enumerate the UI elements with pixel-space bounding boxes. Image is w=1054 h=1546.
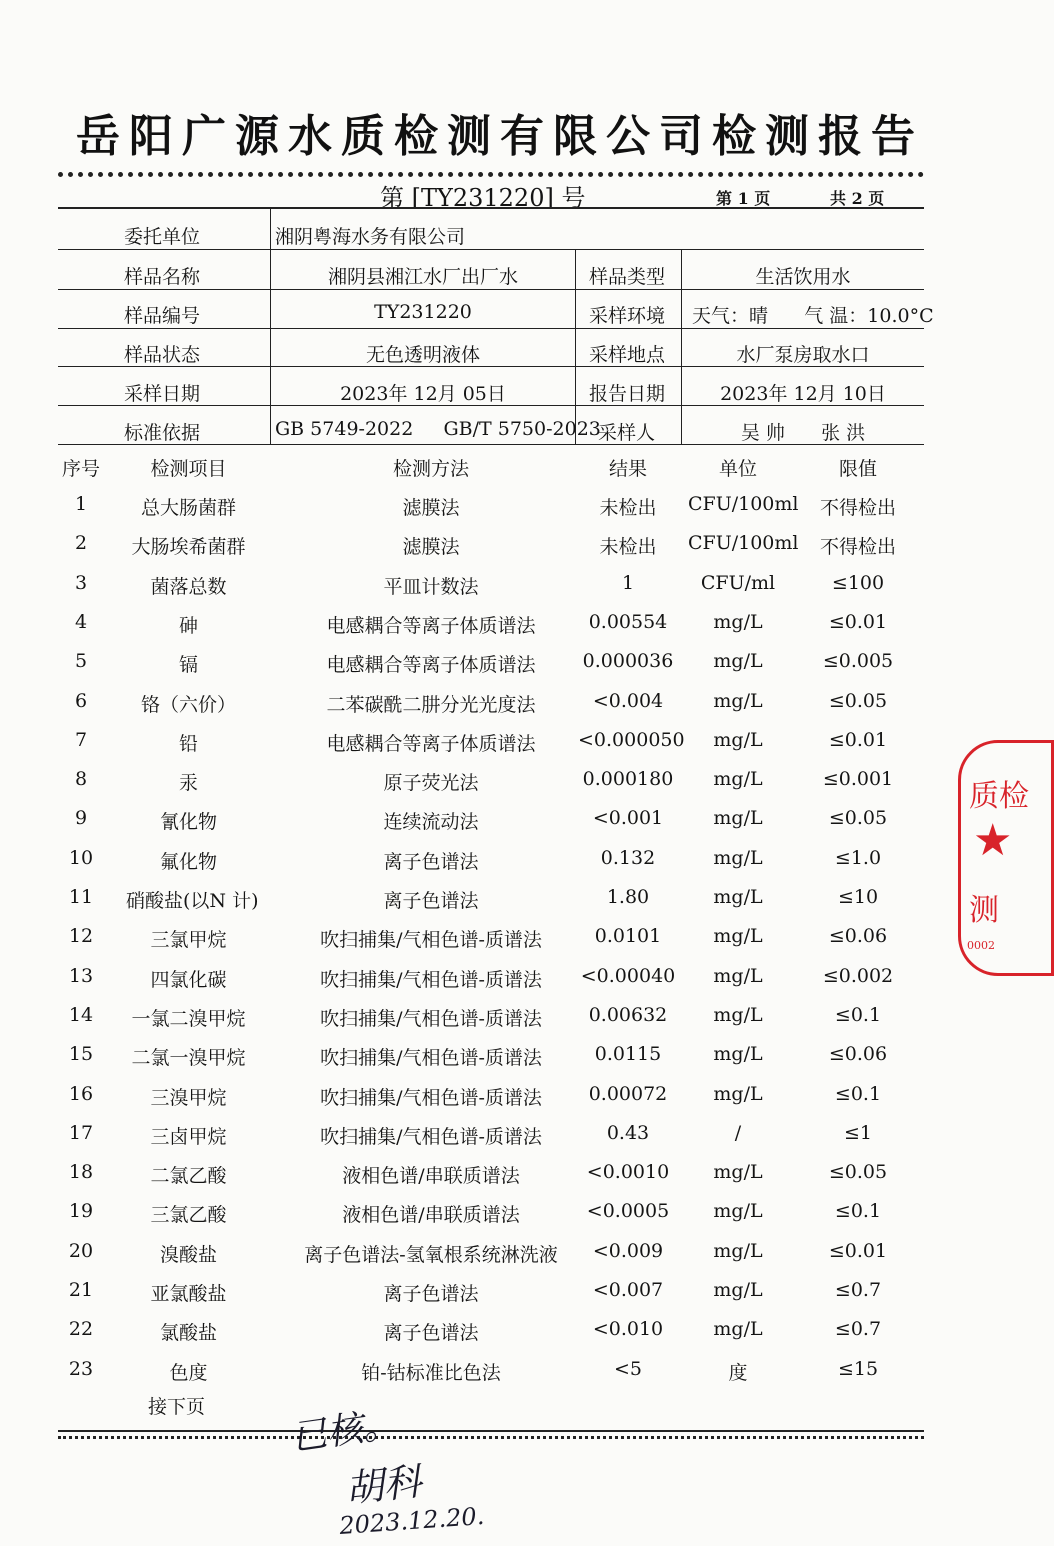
row-result: <0.000050 xyxy=(578,728,685,751)
info-grid-line xyxy=(58,207,924,209)
row-method: 吹扫捕集/气相色谱-质谱法 xyxy=(320,929,542,952)
table-row xyxy=(58,566,924,604)
sampling-date-value: 2023年 12月 05日 xyxy=(340,383,506,405)
continued-next-page: 接下页 xyxy=(148,1396,206,1418)
header-no: 序号 xyxy=(61,458,100,480)
row-item: 氰化物 xyxy=(159,811,217,834)
stamp-star-icon: ★ xyxy=(973,815,1013,866)
row-no: 5 xyxy=(74,650,88,673)
row-no: 8 xyxy=(74,768,88,791)
signature-date: 2023.12.20. xyxy=(338,1501,486,1540)
row-no: 23 xyxy=(68,1357,94,1380)
info-grid-line xyxy=(58,249,924,250)
row-method: 二苯碳酰二肼分光光度法 xyxy=(326,693,536,716)
row-method: 液相色谱/串联质谱法 xyxy=(342,1165,520,1188)
table-row xyxy=(58,1116,924,1154)
table-row xyxy=(58,487,924,525)
row-limit: ≤1.0 xyxy=(834,846,882,869)
table-row xyxy=(58,684,924,722)
official-stamp xyxy=(958,740,1054,976)
row-unit: mg/L xyxy=(713,964,763,987)
row-unit: 度 xyxy=(728,1361,748,1384)
row-limit: ≤10 xyxy=(837,886,879,908)
signature-note: 已核。 xyxy=(288,1403,402,1459)
row-method: 连续流动法 xyxy=(383,811,479,834)
row-result: <0.009 xyxy=(592,1239,664,1262)
header-item: 检测项目 xyxy=(150,458,227,480)
row-item: 溴酸盐 xyxy=(159,1243,217,1266)
row-limit: ≤0.1 xyxy=(834,1200,882,1223)
sampler-value: 吴 帅 张 洪 xyxy=(740,422,866,444)
row-result: <0.0005 xyxy=(586,1200,670,1223)
row-result: <0.0010 xyxy=(586,1161,670,1184)
row-result: 0.0115 xyxy=(594,1043,662,1066)
row-unit: mg/L xyxy=(713,1239,763,1262)
row-unit: CFU/100ml xyxy=(688,493,799,515)
row-method: 吹扫捕集/气相色谱-质谱法 xyxy=(320,1047,542,1070)
row-result: <5 xyxy=(613,1357,642,1380)
row-result: <0.004 xyxy=(592,689,664,712)
row-unit: mg/L xyxy=(713,610,763,633)
table-row xyxy=(58,1234,924,1272)
table-row xyxy=(58,723,924,761)
row-method: 离子色谱法 xyxy=(383,1322,479,1345)
row-method: 电感耦合等离子体质谱法 xyxy=(326,732,536,755)
row-no: 17 xyxy=(68,1121,94,1144)
row-limit: ≤0.002 xyxy=(822,964,894,987)
row-limit: ≤1 xyxy=(843,1121,872,1144)
sample-type-value: 生活饮用水 xyxy=(755,266,851,288)
row-no: 15 xyxy=(68,1043,94,1066)
table-row xyxy=(58,880,924,918)
row-no: 9 xyxy=(74,807,88,830)
row-unit: mg/L xyxy=(713,1279,763,1301)
row-item: 铬（六价） xyxy=(140,693,236,716)
row-limit: ≤0.05 xyxy=(828,807,888,830)
row-unit: mg/L xyxy=(713,1200,763,1223)
row-item: 氟化物 xyxy=(159,850,217,873)
row-method: 滤膜法 xyxy=(402,536,460,559)
row-no: 13 xyxy=(68,964,94,987)
row-method: 离子色谱法 xyxy=(383,850,479,873)
table-row xyxy=(58,526,924,564)
row-method: 离子色谱法-氢氧根系统淋洗液 xyxy=(304,1243,558,1266)
stamp-code: 0002 xyxy=(967,939,995,952)
row-method: 电感耦合等离子体质谱法 xyxy=(326,614,536,637)
table-row xyxy=(58,841,924,879)
row-no: 2 xyxy=(74,532,88,555)
standard-value: GB 5749-2022 GB/T 5750-2023 xyxy=(275,418,601,440)
env-value: 天气：晴 气 温：10.0°C xyxy=(692,305,934,327)
table-row xyxy=(58,1037,924,1075)
row-result: 0.132 xyxy=(600,846,656,869)
row-item: 汞 xyxy=(178,772,198,795)
report-date-value: 2023年 12月 10日 xyxy=(720,383,886,405)
row-limit: ≤0.1 xyxy=(834,1003,882,1026)
table-row xyxy=(58,1194,924,1232)
row-method: 离子色谱法 xyxy=(383,890,479,912)
row-limit: ≤0.7 xyxy=(834,1279,882,1301)
sample-no-label: 样品编号 xyxy=(124,305,201,327)
row-limit: ≤15 xyxy=(837,1357,879,1380)
row-unit: CFU/ml xyxy=(700,571,776,594)
row-limit: ≤0.06 xyxy=(828,1043,888,1066)
header-limit: 限值 xyxy=(838,458,877,480)
row-limit: ≤0.01 xyxy=(828,728,888,751)
signature-name: 胡科 xyxy=(343,1459,424,1511)
header-unit: 单位 xyxy=(718,458,757,480)
table-row xyxy=(58,959,924,997)
row-result: <0.007 xyxy=(592,1279,664,1301)
state-label: 样品状态 xyxy=(124,344,201,366)
table-row xyxy=(58,1077,924,1115)
header-method: 检测方法 xyxy=(392,458,469,480)
row-method: 离子色谱法 xyxy=(383,1283,479,1305)
row-method: 吹扫捕集/气相色谱-质谱法 xyxy=(320,968,542,991)
row-method: 滤膜法 xyxy=(402,497,460,519)
row-item: 镉 xyxy=(178,654,198,677)
standard-label: 标准依据 xyxy=(124,422,201,444)
row-item: 亚氯酸盐 xyxy=(150,1283,227,1305)
row-result: 0.00554 xyxy=(588,610,668,633)
location-value: 水厂泵房取水口 xyxy=(736,344,870,366)
row-unit: mg/L xyxy=(713,925,763,948)
row-result: 0.0101 xyxy=(594,925,662,948)
row-item: 砷 xyxy=(178,614,198,637)
info-grid-line xyxy=(58,328,924,329)
report-number: 第 [TY231220] 号 xyxy=(380,184,586,212)
location-label: 采样地点 xyxy=(589,344,666,366)
table-row xyxy=(58,1352,924,1390)
client-label: 委托单位 xyxy=(124,226,201,248)
table-row xyxy=(58,644,924,682)
page-total: 共 2 页 xyxy=(830,189,885,208)
env-label: 采样环境 xyxy=(589,305,666,327)
row-item: 二氯一溴甲烷 xyxy=(131,1047,246,1070)
header-result: 结果 xyxy=(608,458,647,480)
row-result: 0.000036 xyxy=(582,650,674,673)
row-item: 大肠埃希菌群 xyxy=(131,536,246,559)
row-limit: ≤0.7 xyxy=(834,1318,882,1341)
row-no: 1 xyxy=(74,493,88,515)
row-limit: ≤0.005 xyxy=(822,650,894,673)
row-no: 14 xyxy=(68,1003,94,1026)
row-no: 19 xyxy=(68,1200,94,1223)
row-no: 3 xyxy=(74,571,88,594)
info-grid-vline xyxy=(575,249,576,444)
row-method: 铂-钴标准比色法 xyxy=(361,1361,501,1384)
report-title: 岳阳广源水质检测有限公司检测报告 xyxy=(76,111,924,162)
row-item: 氯酸盐 xyxy=(159,1322,217,1345)
row-no: 10 xyxy=(68,846,94,869)
row-method: 液相色谱/串联质谱法 xyxy=(342,1204,520,1227)
row-result: 0.000180 xyxy=(582,768,674,791)
row-no: 21 xyxy=(68,1279,94,1301)
row-item: 三氯乙酸 xyxy=(150,1204,227,1227)
row-unit: / xyxy=(734,1121,742,1144)
row-limit: ≤100 xyxy=(831,571,885,594)
row-limit: 不得检出 xyxy=(819,497,896,519)
table-row xyxy=(58,1273,924,1311)
row-no: 4 xyxy=(74,610,88,633)
row-limit: ≤0.06 xyxy=(828,925,888,948)
row-no: 11 xyxy=(68,886,94,908)
row-method: 吹扫捕集/气相色谱-质谱法 xyxy=(320,1125,542,1148)
row-no: 16 xyxy=(68,1082,94,1105)
row-no: 6 xyxy=(74,689,88,712)
sample-type-label: 样品类型 xyxy=(589,266,666,288)
row-unit: mg/L xyxy=(713,1161,763,1184)
row-item: 三氯甲烷 xyxy=(150,929,227,952)
row-result: 0.00632 xyxy=(588,1003,668,1026)
table-row xyxy=(58,762,924,800)
row-unit: mg/L xyxy=(713,689,763,712)
info-grid-vline xyxy=(681,249,682,444)
table-row xyxy=(58,1155,924,1193)
row-item: 四氯化碳 xyxy=(150,968,227,991)
row-item: 硝酸盐(以N 计) xyxy=(126,890,259,912)
row-method: 吹扫捕集/气相色谱-质谱法 xyxy=(320,1007,542,1030)
row-result: 未检出 xyxy=(599,536,657,559)
row-unit: mg/L xyxy=(713,1318,763,1341)
row-result: <0.001 xyxy=(592,807,664,830)
table-row xyxy=(58,1312,924,1350)
row-limit: ≤0.01 xyxy=(828,610,888,633)
row-limit: ≤0.01 xyxy=(828,1239,888,1262)
row-item: 三溴甲烷 xyxy=(150,1086,227,1109)
row-item: 菌落总数 xyxy=(150,575,227,598)
row-unit: mg/L xyxy=(713,886,763,908)
row-result: 1 xyxy=(621,571,635,594)
stamp-text: 质检 xyxy=(969,779,1029,814)
row-limit: ≤0.05 xyxy=(828,1161,888,1184)
row-no: 7 xyxy=(74,728,88,751)
sampler-label: 采样人 xyxy=(598,422,656,444)
row-limit: 不得检出 xyxy=(819,536,896,559)
handwritten-signature xyxy=(285,1403,515,1540)
row-limit: ≤0.1 xyxy=(834,1082,882,1105)
info-grid-vline xyxy=(270,207,271,444)
row-item: 总大肠菌群 xyxy=(140,497,236,519)
row-unit: mg/L xyxy=(713,1003,763,1026)
row-unit: mg/L xyxy=(713,1082,763,1105)
table-row xyxy=(58,998,924,1036)
info-grid-line xyxy=(58,289,924,290)
client-value: 湘阴粤海水务有限公司 xyxy=(275,226,466,248)
row-no: 20 xyxy=(68,1239,94,1262)
row-unit: mg/L xyxy=(713,650,763,673)
row-result: 1.80 xyxy=(606,886,650,908)
row-unit: mg/L xyxy=(713,728,763,751)
page-number: 第 1 页 xyxy=(716,189,771,208)
row-unit: mg/L xyxy=(713,807,763,830)
row-result: <0.010 xyxy=(592,1318,664,1341)
sample-name-value: 湘阴县湘江水厂出厂水 xyxy=(327,266,518,288)
sample-name-label: 样品名称 xyxy=(124,266,201,288)
row-method: 原子荧光法 xyxy=(383,772,479,795)
row-no: 18 xyxy=(68,1161,94,1184)
row-result: 0.00072 xyxy=(588,1082,668,1105)
row-unit: CFU/100ml xyxy=(688,532,799,555)
table-row xyxy=(58,919,924,957)
row-method: 平皿计数法 xyxy=(383,575,479,598)
row-no: 22 xyxy=(68,1318,94,1341)
row-item: 色度 xyxy=(169,1361,208,1384)
row-item: 铅 xyxy=(178,732,198,755)
report-date-label: 报告日期 xyxy=(589,383,666,405)
row-item: 二氯乙酸 xyxy=(150,1165,227,1188)
state-value: 无色透明液体 xyxy=(365,344,480,366)
sample-no-value: TY231220 xyxy=(374,301,472,323)
table-header xyxy=(58,448,924,486)
row-result: 未检出 xyxy=(599,497,657,519)
row-method: 电感耦合等离子体质谱法 xyxy=(326,654,536,677)
row-result: <0.00040 xyxy=(580,964,676,987)
row-item: 三卤甲烷 xyxy=(150,1125,227,1148)
row-unit: mg/L xyxy=(713,846,763,869)
row-no: 12 xyxy=(68,925,94,948)
row-item: 一氯二溴甲烷 xyxy=(131,1007,246,1030)
table-row xyxy=(58,801,924,839)
row-unit: mg/L xyxy=(713,1043,763,1066)
row-limit: ≤0.001 xyxy=(822,768,894,791)
sampling-date-label: 采样日期 xyxy=(124,383,201,405)
table-row xyxy=(58,605,924,643)
row-method: 吹扫捕集/气相色谱-质谱法 xyxy=(320,1086,542,1109)
row-result: 0.43 xyxy=(606,1121,650,1144)
top-dotted-rule xyxy=(58,172,924,177)
stamp-text: 测 xyxy=(969,893,999,928)
row-unit: mg/L xyxy=(713,768,763,791)
row-limit: ≤0.05 xyxy=(828,689,888,712)
